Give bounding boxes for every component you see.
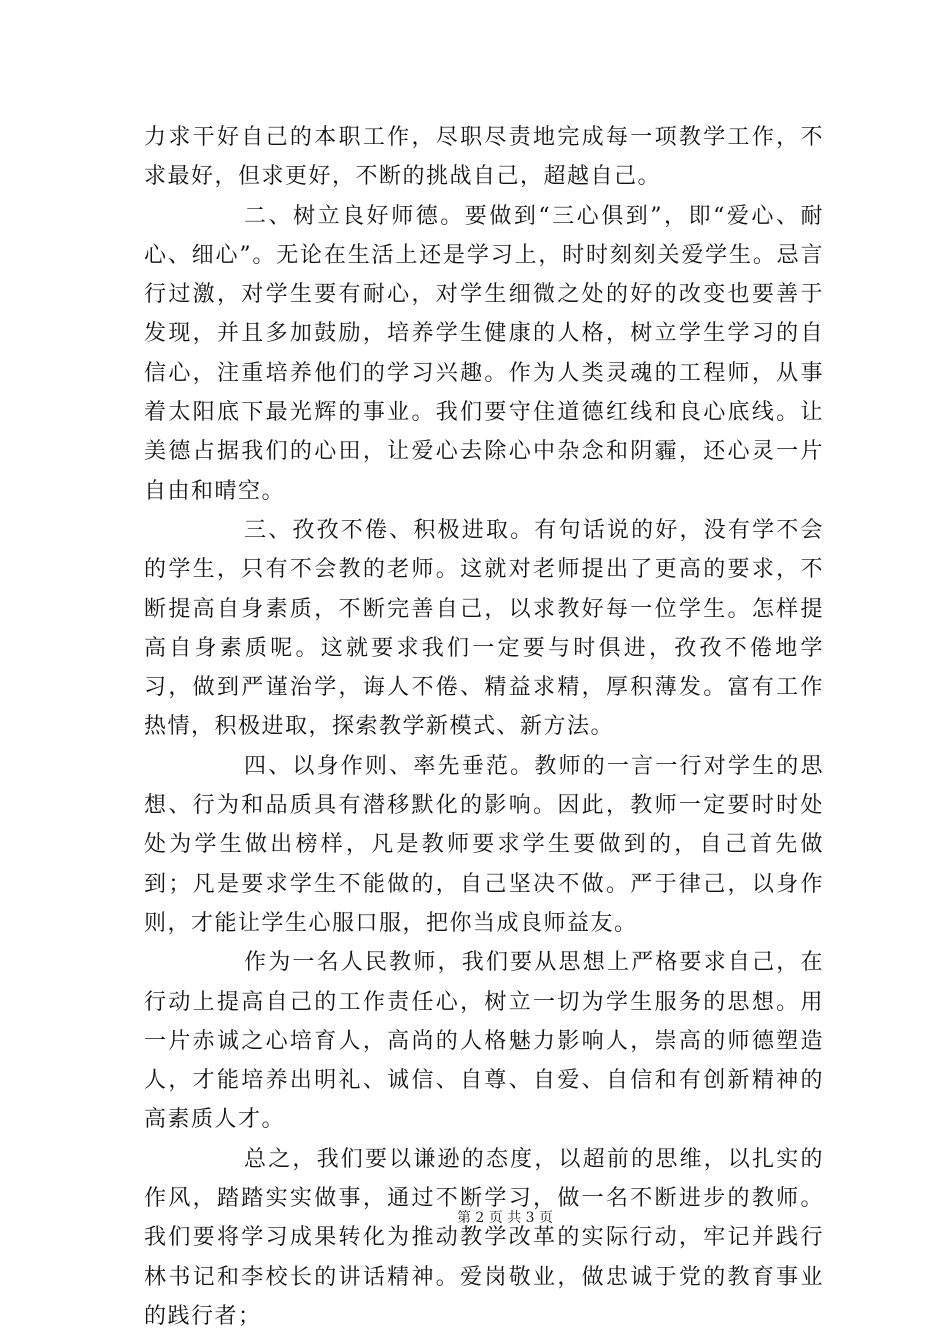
- paragraph-teacher-ethics: 二、树立良好师德。要做到“三心俱到”，即“爱心、耐心、细心”。无论在生活上还是学习上，时时刻刻关爱学生。忌言行过激，对学生要有耐心，对学生细微之处的好的改变也要善于发现，并且多加鼓励，培养学生健康的人格，树立学生学习的自信心，注重培养他们的学习兴趣。作为人类灵魂的工程师，从事着太阳底下最光辉的事业。我们要守住道德红线和良心底线。让美德占据我们的心田，让爱心去除心中杂念和阴霾，还心灵一片自由和晴空。: [144, 203, 824, 504]
- paragraph-diligence: 三、孜孜不倦、积极进取。有句话说的好，没有学不会的学生，只有不会教的老师。这就对老师提出了更高的要求，不断提高自身素质，不断完善自己，以求教好每一位学生。怎样提高自身素质呢。这就要求我们一定要与时俱进，孜孜不倦地学习，做到严谨治学，诲人不倦、精益求精，厚积薄发。富有工作热情，积极进取，探索教学新模式、新方法。: [144, 517, 824, 740]
- paragraph-continued: 力求干好自己的本职工作，尽职尽责地完成每一项教学工作，不求最好，但求更好，不断的挑战自己，超越自己。: [144, 125, 824, 190]
- document-body: [144, 118, 824, 1336]
- page-number-footer: 第 2 页 共 3 页: [456, 1210, 554, 1226]
- paragraph-lead-by-example: 四、以身作则、率先垂范。教师的一言一行对学生的思想、行为和品质具有潜移默化的影响。因此，教师一定要时时处处为学生做出榜样，凡是教师要求学生要做到的，自己首先做到；凡是要求学生不能做的，自己坚决不做。严于律己，以身作则，才能让学生心服口服，把你当成良师益友。: [144, 753, 824, 936]
- paragraph-conclusion: 总之，我们要以谦逊的态度，以超前的思维，以扎实的作风，踏踏实实做事，通过不断学习，做一名不断进步的教师。我们要将学习成果转化为推动教学改革的实际行动，牢记并践行林书记和李校长的讲话精神。爱岗敬业，做忠诚于党的教育事业的践行者；: [144, 1146, 824, 1329]
- paragraph-people-teacher: 作为一名人民教师，我们要从思想上严格要求自己，在行动上提高自己的工作责任心，树立一切为学生服务的思想。用一片赤诚之心培育人，高尚的人格魅力影响人，崇高的师德塑造人，才能培养出明礼、诚信、自尊、自爱、自信和有创新精神的高素质人才。: [144, 950, 824, 1133]
